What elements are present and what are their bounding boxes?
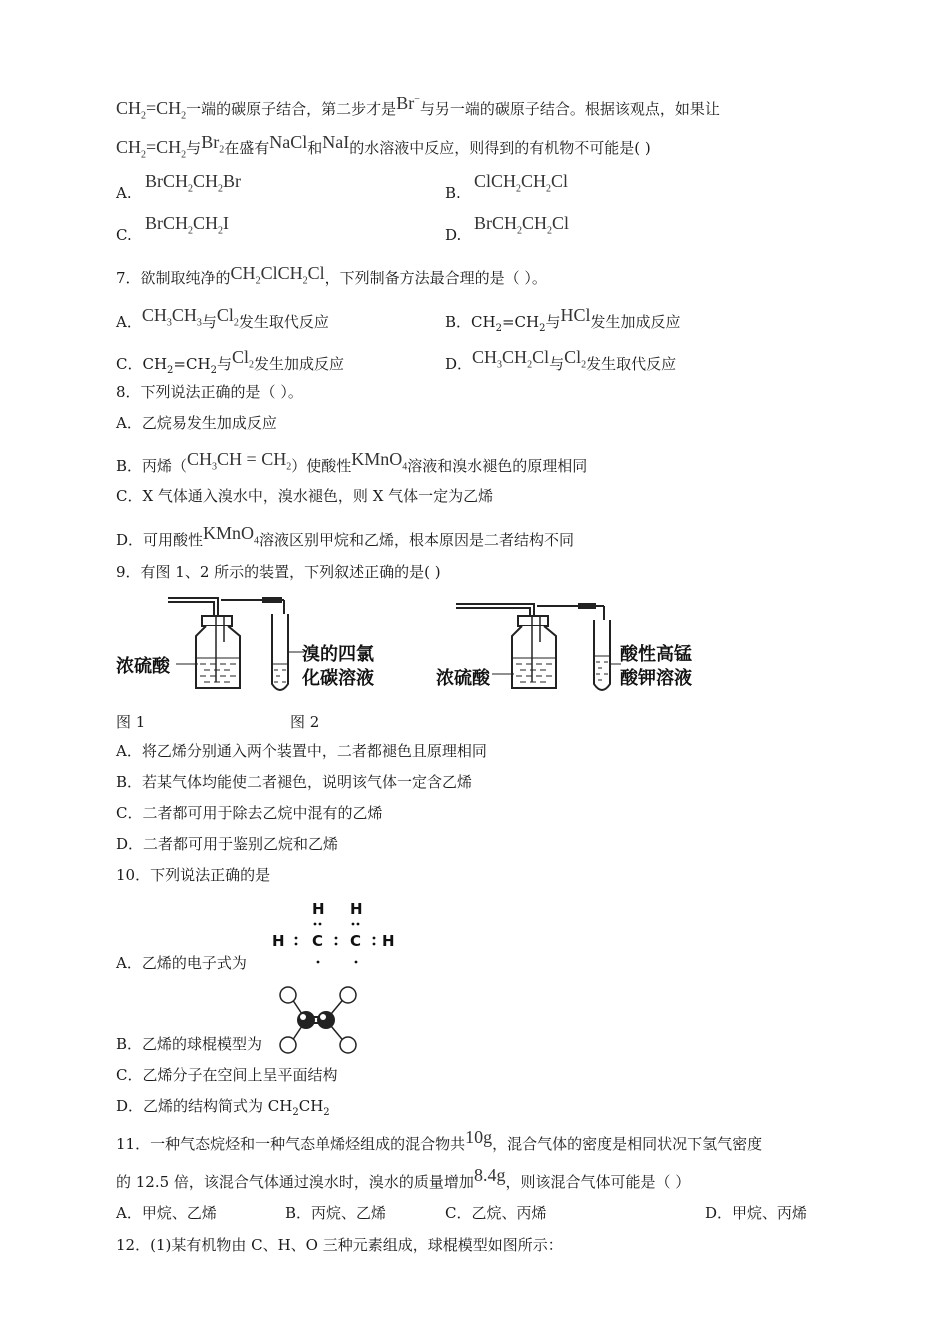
formula-ethylene: $CH_2=CH_2$	[116, 98, 187, 122]
svg-text:H: H	[272, 932, 285, 950]
svg-text:C: C	[312, 932, 324, 950]
q11-option-b: B．丙烷、乙烯	[285, 1204, 387, 1222]
q11-line-2: 的 12.5 倍，该混合气体通过溴水时，溴水的质量增加8.4g，则该混合气体可能是（ ）	[116, 1165, 691, 1191]
fig2-solution-label-2: 酸钾溶液	[620, 668, 692, 689]
q6-line-1: $CH_2=CH_2$一端的碳原子结合，第二步才是Br−与另一端的碳原子结合。根据该观点，如果让	[116, 93, 720, 122]
q6-option-c: C. $BrCH_2CH_2I$	[116, 213, 230, 244]
q7-option-c: C．$CH_2=CH_2$与$Cl_2$发生加成反应	[116, 347, 344, 376]
q11-option-a: A．甲烷、乙烯	[116, 1204, 217, 1222]
svg-text:H: H	[350, 900, 363, 918]
svg-text:C: C	[350, 932, 362, 950]
formula-bromide: Br−	[396, 93, 420, 113]
fig1-solution-label-1: 溴的四氯	[302, 644, 374, 665]
q11-option-d: D．甲烷、丙烯	[705, 1204, 808, 1222]
q6-option-d: D. $BrCH_2CH_2Cl$	[445, 213, 570, 244]
formula-bromine: $Br_2$	[201, 132, 225, 156]
q11-option-c: C．乙烷、丙烯	[445, 1204, 547, 1222]
q8-option-c: C．X 气体通入溴水中，溴水褪色，则 X 气体一定为乙烯	[116, 487, 494, 505]
q8-option-a: A．乙烷易发生加成反应	[116, 414, 277, 432]
svg-text:H: H	[382, 932, 395, 950]
ethylene-ball-stick-model	[276, 984, 360, 1056]
q10-option-a: A．乙烯的电子式为	[116, 954, 247, 972]
q9-option-d: D．二者都可用于鉴别乙烷和乙烯	[116, 835, 339, 853]
fig1-solution-label-2: 化碳溶液	[302, 668, 374, 689]
q7-stem: 7．欲制取纯净的$CH_2ClCH_2Cl$，下列制备方法最合理的是（ ）。	[116, 263, 547, 287]
q6-option-a: A. $BrCH_2CH_2Br$	[116, 171, 242, 202]
ethylene-electron-formula	[266, 898, 406, 970]
q9-option-a: A．将乙烯分别通入两个装置中，二者都褪色且原理相同	[116, 742, 487, 760]
q9-apparatus-figure	[116, 592, 736, 702]
figure-1-apparatus	[168, 597, 304, 690]
formula-dichloroethane: $CH_2ClCH_2Cl$	[230, 263, 325, 287]
q10-option-c: C．乙烯分子在空间上呈平面结构	[116, 1066, 338, 1084]
svg-text:H: H	[312, 900, 325, 918]
formula-nai: NaI	[322, 132, 350, 152]
q8-stem: 8．下列说法正确的是（ ）。	[116, 383, 303, 401]
q9-caption-fig2: 图 2	[290, 713, 320, 731]
q10-option-d: D．乙烯的结构简式为 $CH_2CH_2$	[116, 1097, 330, 1118]
q9-option-b: B．若某气体均能使二者褪色，说明该气体一定含乙烯	[116, 773, 473, 791]
formula-nacl: NaCl	[269, 132, 308, 152]
q8-option-b: B．丙烯$(CH_3CH = CH_2)$使酸性KMnO$_4$溶液和溴水褪色的原理相同	[116, 449, 588, 475]
formula-ethylene: $CH_2=CH_2$	[116, 137, 187, 161]
q6-line-2: $CH_2=CH_2$与$Br_2$在盛有NaCl和NaI的水溶液中反应，则得到的有机物不可能是( )	[116, 132, 651, 161]
q10-option-b: B．乙烯的球棍模型为	[116, 1035, 263, 1053]
q12-stem: 12．(1)某有机物由 C、H、O 三种元素组成，球棍模型如图所示：	[116, 1236, 563, 1254]
q6-option-b: B. $ClCH_2CH_2Cl$	[445, 171, 569, 202]
q9-stem: 9．有图 1、2 所示的装置，下列叙述正确的是( )	[116, 563, 441, 581]
fig2-acid-label: 浓硫酸	[436, 668, 490, 689]
q11-line-1: 11．一种气态烷烃和一种气态单烯烃组成的混合物共10g，混合气体的密度是相同状况下氢气密度	[116, 1127, 763, 1153]
fig1-acid-label: 浓硫酸	[116, 656, 170, 677]
q9-option-c: C．二者都可用于除去乙烷中混有的乙烯	[116, 804, 383, 822]
formula-mass-8-4g: 8.4g	[473, 1165, 506, 1185]
formula-mass-10g: 10g	[465, 1127, 493, 1147]
q8-option-d: D．可用酸性KMnO$_4$溶液区别甲烷和乙烯，根本原因是二者结构不同	[116, 523, 575, 549]
q7-option-a: A．$CH_3CH_3$与$Cl_2$发生取代反应	[116, 305, 329, 331]
fig2-solution-label-1: 酸性高锰	[620, 644, 692, 665]
q7-option-b: B．$CH_2=CH_2$与HCl发生加成反应	[445, 305, 681, 334]
q10-stem: 10．下列说法正确的是	[116, 866, 271, 884]
q9-caption-fig1: 图 1	[116, 713, 146, 731]
q7-option-d: D．$CH_3CH_2Cl$与$Cl_2$发生取代反应	[445, 347, 677, 373]
